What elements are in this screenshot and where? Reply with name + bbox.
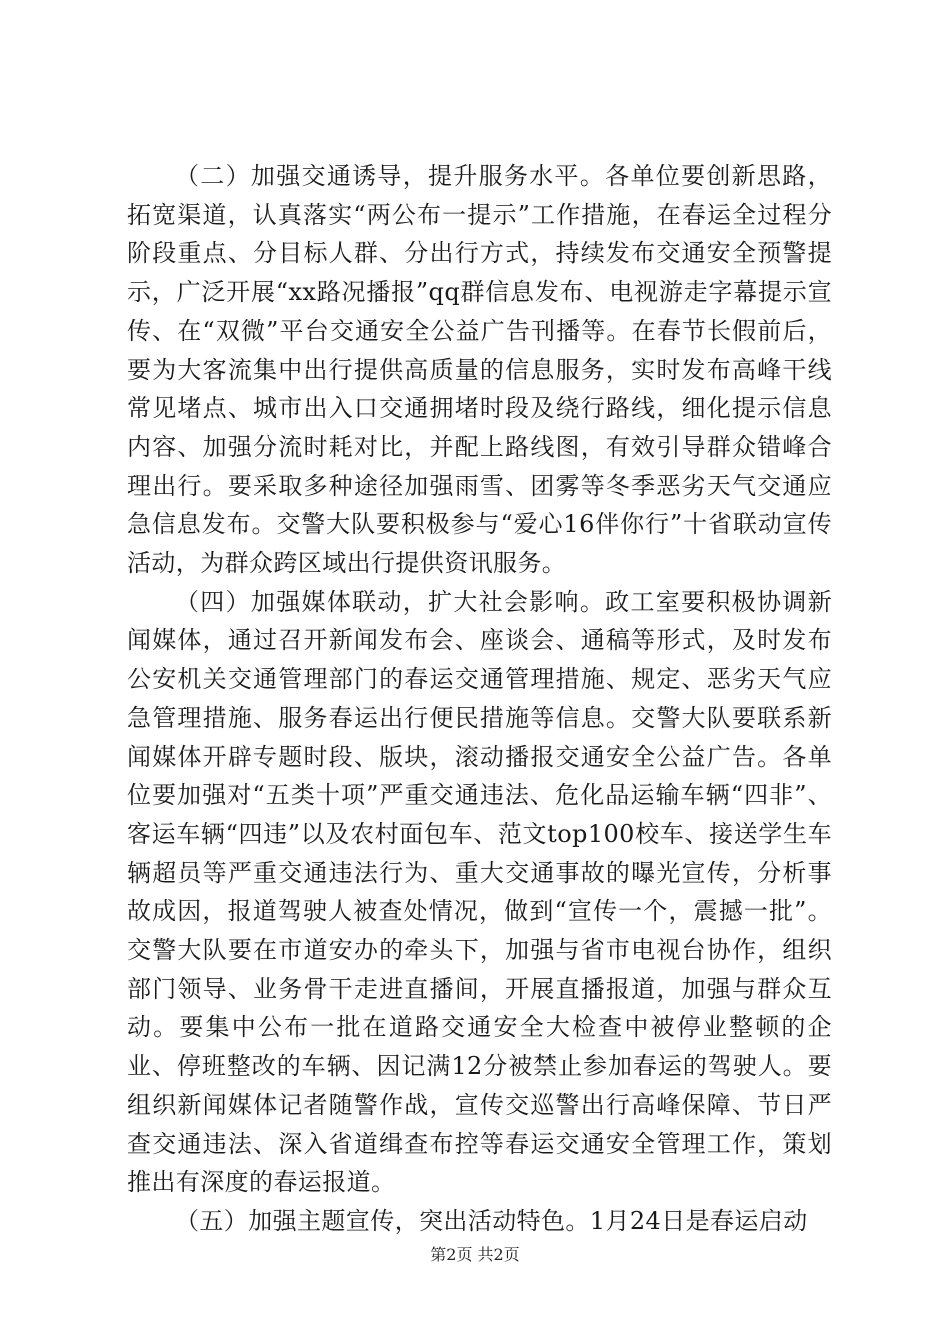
page-footer: 第2页 共2页 (430, 1245, 520, 1264)
paragraph-media-cooperation: （四）加强媒体联动，扩大社会影响。政工室要积极协调新闻媒体，通过召开新闻发布会、座谈会、通稿等形式，及时发布公安机关交通管理部门的春运交通管理措施、规定、恶劣天气应急管理措施、服务春运出行便民措施等信息。交警大队要联系新闻媒体开辟专题时段、版块，滚动播报交通安全公益广告。各单位要加强对“五类十项”严重交通违法、危化品运输车辆“四非”、客运车辆“四违”以及农村面包车、范文top100校车、接送学生车辆超员等严重交通违法行为、重大交通事故的曝光宣传，分析事故成因，报道驾驶人被查处情况，做到“宣传一个，震撼一批”。交警大队要在市道安办的牵头下，加强与省市电视台协作，组织部门领导、业务骨干走进直播间，开展直播报道，加强与群众互动。要集中公布一批在道路交通安全大检查中被停业整顿的企业、停班整改的车辆、因记满12分被禁止参加春运的驾驶人。要组织新闻媒体记者随警作战，宣传交巡警出行高峰保障、节日严查交通违法、深入省道缉查布控等春运交通安全管理工作，策划推出有深度的春运报道。 (127, 587, 832, 1197)
paragraph-traffic-guidance: （二）加强交通诱导，提升服务水平。各单位要创新思路，拓宽渠道，认真落实“两公布一提示”工作措施，在春运全过程分阶段重点、分目标人群、分出行方式，持续发布交通安全预警提示，广泛开展“xx路况播报”qq群信息发布、电视游走字幕提示宣传、在“双微”平台交通安全公益广告刊播等。在春节长假前后，要为大客流集中出行提供高质量的信息服务，实时发布高峰干线常见堵点、城市出入口交通拥堵时段及绕行路线，细化提示信息内容、加强分流时耗对比，并配上路线图，有效引导群众错峰合理出行。要采取多种途径加强雨雪、团雾等冬季恶劣天气交通应急信息发布。交警大队要积极参与“爱心16伴你行”十省联动宣传活动，为群众跨区域出行提供资讯服务。 (127, 162, 832, 578)
paragraph-theme-publicity: （五）加强主题宣传，突出活动特色。1月24日是春运启动 (175, 1206, 808, 1235)
document-body (127, 157, 832, 1241)
